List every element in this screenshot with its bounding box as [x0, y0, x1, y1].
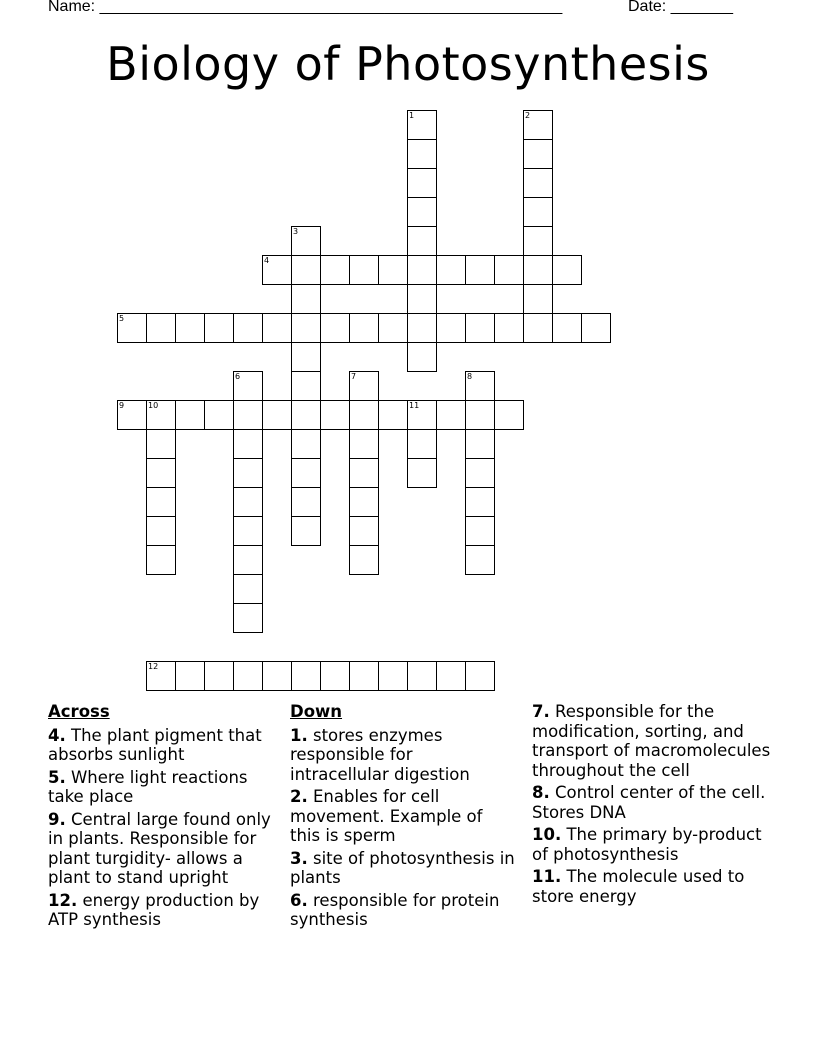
grid-cell[interactable]	[436, 313, 466, 343]
grid-cell[interactable]	[262, 661, 292, 691]
grid-cell[interactable]	[465, 429, 495, 459]
grid-cell[interactable]	[407, 226, 437, 256]
grid-cell[interactable]	[552, 313, 582, 343]
down-clue-list	[290, 726, 515, 930]
cell-number: 11	[409, 401, 420, 410]
grid-cell[interactable]	[262, 400, 292, 430]
grid-cell[interactable]	[349, 255, 379, 285]
clue-text: stores enzymes responsible for intracellular digestion	[290, 725, 470, 784]
grid-cell[interactable]	[349, 487, 379, 517]
grid-cell[interactable]	[291, 400, 321, 430]
name-field-label[interactable]: Name: ____________________________________________________	[48, 0, 563, 15]
grid-cell[interactable]	[233, 429, 263, 459]
grid-cell[interactable]	[291, 487, 321, 517]
grid-cell[interactable]	[523, 284, 553, 314]
grid-cell[interactable]	[233, 516, 263, 546]
clue-number: 12.	[48, 890, 78, 910]
grid-cell[interactable]	[291, 516, 321, 546]
grid-cell[interactable]	[465, 313, 495, 343]
clue-number: 4.	[48, 725, 66, 745]
across-clues-column	[48, 702, 273, 933]
clue-number: 3.	[290, 848, 308, 868]
grid-cell[interactable]	[465, 661, 495, 691]
grid-cell[interactable]	[465, 400, 495, 430]
grid-cell[interactable]	[291, 284, 321, 314]
clue-item	[290, 726, 515, 785]
clue-text: responsible for protein synthesis	[290, 890, 500, 929]
grid-cell[interactable]	[407, 661, 437, 691]
grid-cell[interactable]	[175, 661, 205, 691]
cell-number: 5	[119, 314, 125, 323]
grid-cell[interactable]	[349, 429, 379, 459]
grid-cell[interactable]	[146, 458, 176, 488]
grid-cell[interactable]	[291, 371, 321, 401]
grid-cell[interactable]	[320, 313, 350, 343]
clue-number: 2.	[290, 787, 308, 806]
grid-cell[interactable]	[494, 400, 524, 430]
cell-number: 2	[525, 111, 531, 120]
cell-number: 4	[264, 256, 270, 265]
clue-item	[48, 726, 273, 765]
clue-text: site of photosynthesis in plants	[290, 848, 515, 887]
grid-cell[interactable]	[233, 574, 263, 604]
grid-cell[interactable]	[204, 313, 234, 343]
grid-cell[interactable]	[146, 313, 176, 343]
grid-cell[interactable]	[349, 371, 379, 401]
grid-cell[interactable]	[262, 255, 292, 285]
grid-cell[interactable]	[233, 661, 263, 691]
down-heading: Down	[290, 702, 343, 721]
clue-text: Central large found only in plants. Responsible for plant turgidity- allows a plant to stand upright	[48, 809, 271, 887]
clue-item	[532, 867, 772, 906]
grid-cell[interactable]	[349, 458, 379, 488]
clue-text: Enables for cell movement. Example of this is sperm	[290, 787, 483, 845]
grid-cell[interactable]	[175, 400, 205, 430]
grid-cell[interactable]	[581, 313, 611, 343]
grid-cell[interactable]	[523, 255, 553, 285]
down-clues-continued-column	[532, 702, 772, 909]
grid-cell[interactable]	[233, 313, 263, 343]
clue-item	[532, 825, 772, 864]
cell-number: 8	[467, 372, 473, 381]
clue-item	[290, 891, 515, 930]
grid-cell[interactable]	[436, 400, 466, 430]
grid-cell[interactable]	[291, 226, 321, 256]
grid-cell[interactable]	[349, 313, 379, 343]
clue-item	[532, 783, 772, 822]
grid-cell[interactable]	[146, 545, 176, 575]
grid-cell[interactable]	[291, 313, 321, 343]
clue-number: 6.	[290, 890, 308, 910]
grid-cell[interactable]	[291, 342, 321, 372]
grid-cell[interactable]	[146, 661, 176, 691]
across-clue-list	[48, 726, 273, 930]
grid-cell[interactable]	[407, 429, 437, 459]
grid-cell[interactable]	[378, 400, 408, 430]
cell-number: 7	[351, 372, 357, 381]
grid-cell[interactable]	[465, 458, 495, 488]
grid-cell[interactable]	[436, 661, 466, 691]
grid-cell[interactable]	[204, 400, 234, 430]
grid-cell[interactable]	[407, 342, 437, 372]
grid-cell[interactable]	[523, 139, 553, 169]
clue-number: 9.	[48, 809, 66, 829]
grid-cell[interactable]	[291, 429, 321, 459]
grid-cell[interactable]	[349, 545, 379, 575]
grid-cell[interactable]	[146, 400, 176, 430]
clue-item	[290, 849, 515, 888]
clue-item	[532, 702, 772, 780]
grid-cell[interactable]	[146, 429, 176, 459]
grid-cell[interactable]	[291, 661, 321, 691]
cell-number: 6	[235, 372, 241, 381]
clue-text: The molecule used to store energy	[532, 867, 745, 906]
grid-cell[interactable]	[233, 400, 263, 430]
grid-cell[interactable]	[262, 313, 292, 343]
grid-cell[interactable]	[233, 545, 263, 575]
grid-cell[interactable]	[523, 226, 553, 256]
grid-cell[interactable]	[465, 487, 495, 517]
grid-cell[interactable]	[320, 400, 350, 430]
grid-cell[interactable]	[407, 284, 437, 314]
grid-cell[interactable]	[233, 603, 263, 633]
grid-cell[interactable]	[407, 110, 437, 140]
clue-item	[48, 768, 273, 807]
grid-cell[interactable]	[494, 255, 524, 285]
grid-cell[interactable]	[523, 197, 553, 227]
clue-text: The primary by-product of photosynthesis	[532, 825, 762, 864]
clue-number: 8.	[532, 783, 550, 802]
grid-cell[interactable]	[552, 255, 582, 285]
grid-cell[interactable]	[349, 516, 379, 546]
grid-cell[interactable]	[378, 313, 408, 343]
grid-cell[interactable]	[407, 458, 437, 488]
grid-cell[interactable]	[117, 313, 147, 343]
grid-cell[interactable]	[146, 516, 176, 546]
grid-cell[interactable]	[465, 516, 495, 546]
clue-number: 5.	[48, 767, 66, 787]
grid-cell[interactable]	[407, 400, 437, 430]
grid-cell[interactable]	[175, 313, 205, 343]
grid-cell[interactable]	[233, 487, 263, 517]
down-clues-column	[290, 702, 515, 933]
date-field-label[interactable]: Date: _______	[628, 0, 733, 15]
grid-cell[interactable]	[465, 255, 495, 285]
grid-cell[interactable]	[204, 661, 234, 691]
clue-item	[290, 787, 515, 846]
grid-cell[interactable]	[465, 371, 495, 401]
grid-cell[interactable]	[407, 313, 437, 343]
clue-text: energy production by ATP synthesis	[48, 890, 260, 929]
cell-number: 3	[293, 227, 299, 236]
clue-text: The plant pigment that absorbs sunlight	[48, 725, 262, 764]
grid-cell[interactable]	[349, 661, 379, 691]
grid-cell[interactable]	[291, 255, 321, 285]
grid-cell[interactable]	[523, 110, 553, 140]
grid-cell[interactable]	[407, 255, 437, 285]
grid-cell[interactable]	[407, 197, 437, 227]
grid-cell[interactable]	[378, 661, 408, 691]
clue-text: Responsible for the modification, sorting, and transport of macromolecules throughout the cell	[532, 702, 771, 780]
grid-cell[interactable]	[407, 139, 437, 169]
grid-cell[interactable]	[146, 487, 176, 517]
grid-cell[interactable]	[320, 661, 350, 691]
clue-number: 11.	[532, 867, 562, 886]
page-title: Biology of Photosynthesis	[106, 37, 710, 91]
clue-item	[48, 891, 273, 930]
clue-text: Control center of the cell. Stores DNA	[532, 783, 766, 822]
grid-cell[interactable]	[523, 168, 553, 198]
grid-cell[interactable]	[378, 255, 408, 285]
cell-number: 9	[119, 401, 125, 410]
cell-number: 1	[409, 111, 415, 120]
grid-cell[interactable]	[117, 400, 147, 430]
across-heading: Across	[48, 702, 110, 721]
cell-number: 10	[148, 401, 159, 410]
grid-cell[interactable]	[291, 458, 321, 488]
grid-cell[interactable]	[407, 168, 437, 198]
grid-cell[interactable]	[494, 313, 524, 343]
grid-cell[interactable]	[320, 255, 350, 285]
grid-cell[interactable]	[523, 313, 553, 343]
down-clue-list-continued	[532, 702, 772, 906]
grid-cell[interactable]	[233, 458, 263, 488]
grid-cell[interactable]	[349, 400, 379, 430]
clue-number: 7.	[532, 702, 550, 721]
grid-cell[interactable]	[436, 255, 466, 285]
clue-number: 10.	[532, 825, 562, 844]
clue-item	[48, 810, 273, 888]
cell-number: 12	[148, 662, 159, 671]
clue-text: Where light reactions take place	[48, 767, 248, 806]
grid-cell[interactable]	[465, 545, 495, 575]
grid-cell[interactable]	[233, 371, 263, 401]
clue-number: 1.	[290, 725, 308, 745]
